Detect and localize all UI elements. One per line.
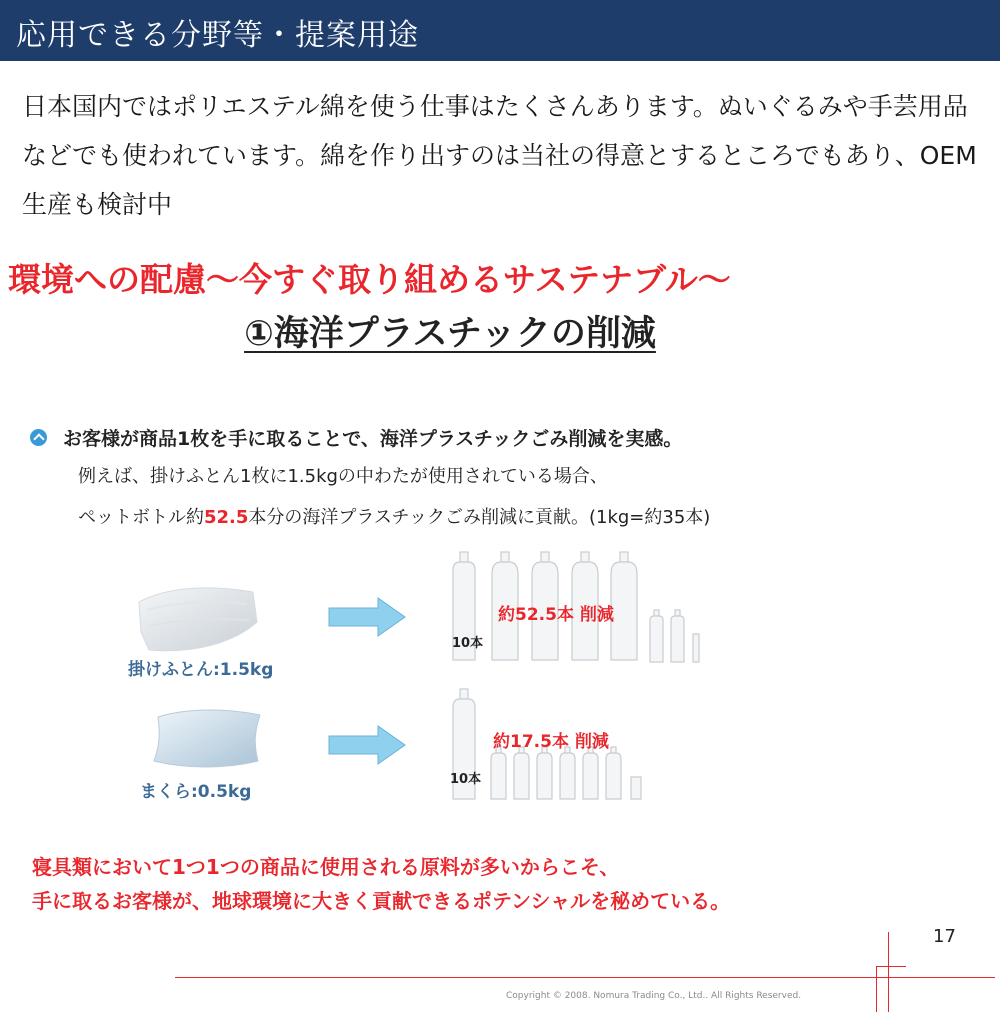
pillow-label: まくら:0.5kg [140,782,252,802]
pillow-image [150,705,265,770]
section-subtitle-text: ①海洋プラスチックの削減 [244,314,656,354]
reduction-label-futon: 約52.5本 削減 [498,605,614,625]
section-title: 環境への配慮～今すぐ取り組めるサステナブル～ [8,260,731,299]
conclusion-line-2: 手に取るお客様が、地球環境に大きく貢献できるポテンシャルを秘めている。 [32,889,731,913]
header-bar [0,0,1000,61]
page-number: 17 [933,926,956,947]
conclusion-text [32,850,730,918]
copyright-text: Copyright © 2008. Nomura Trading Co., Ltd.. All Rights Reserved. [506,991,802,1001]
footer-corner-mark [876,966,906,967]
example-line-2 [78,503,710,529]
example-line-1: 例えば、掛けふとん1枚に1.5kgの中わたが使用されている場合、 [78,466,608,487]
bottle-count-tag: 10本 [452,636,484,651]
footer-vertical-divider [888,932,889,1012]
futon-image [135,582,260,657]
conclusion-line-1: 寝具類において1つ1つの商品に使用される原料が多いからこそ、 [32,855,620,879]
arrow-right-icon [328,597,406,637]
page-title: 応用できる分野等・提案用途 [16,18,419,53]
bullet-text: お客様が商品1枚を手に取ることで、海洋プラスチックごみ削減を実感。 [63,427,683,450]
bottle-count-tag: 10本 [450,772,482,787]
intro-paragraph: 日本国内ではポリエステル綿を使う仕事はたくさんあります。ぬいぐるみや手芸用品などでも使われています。綿を作り出すのは当社の得意とするところでもあり、OEM生産も検討中 [22,92,977,219]
section-subtitle [0,306,900,356]
reduction-label-pillow: 約17.5本 削減 [493,732,609,752]
example-line-2-prefix: ペットボトル約 [78,507,204,528]
footer-corner-mark [876,966,877,1012]
bullet-point [30,424,682,450]
bottle-count-highlight: 52.5 [204,507,249,528]
arrow-right-icon [328,725,406,765]
example-line-2-suffix: 本分の海洋プラスチックごみ削減に貢献。(1kg=約35本) [248,507,711,528]
futon-label: 掛けふとん:1.5kg [128,660,274,680]
footer-divider [175,977,995,978]
chevron-up-circle-icon [30,429,47,446]
